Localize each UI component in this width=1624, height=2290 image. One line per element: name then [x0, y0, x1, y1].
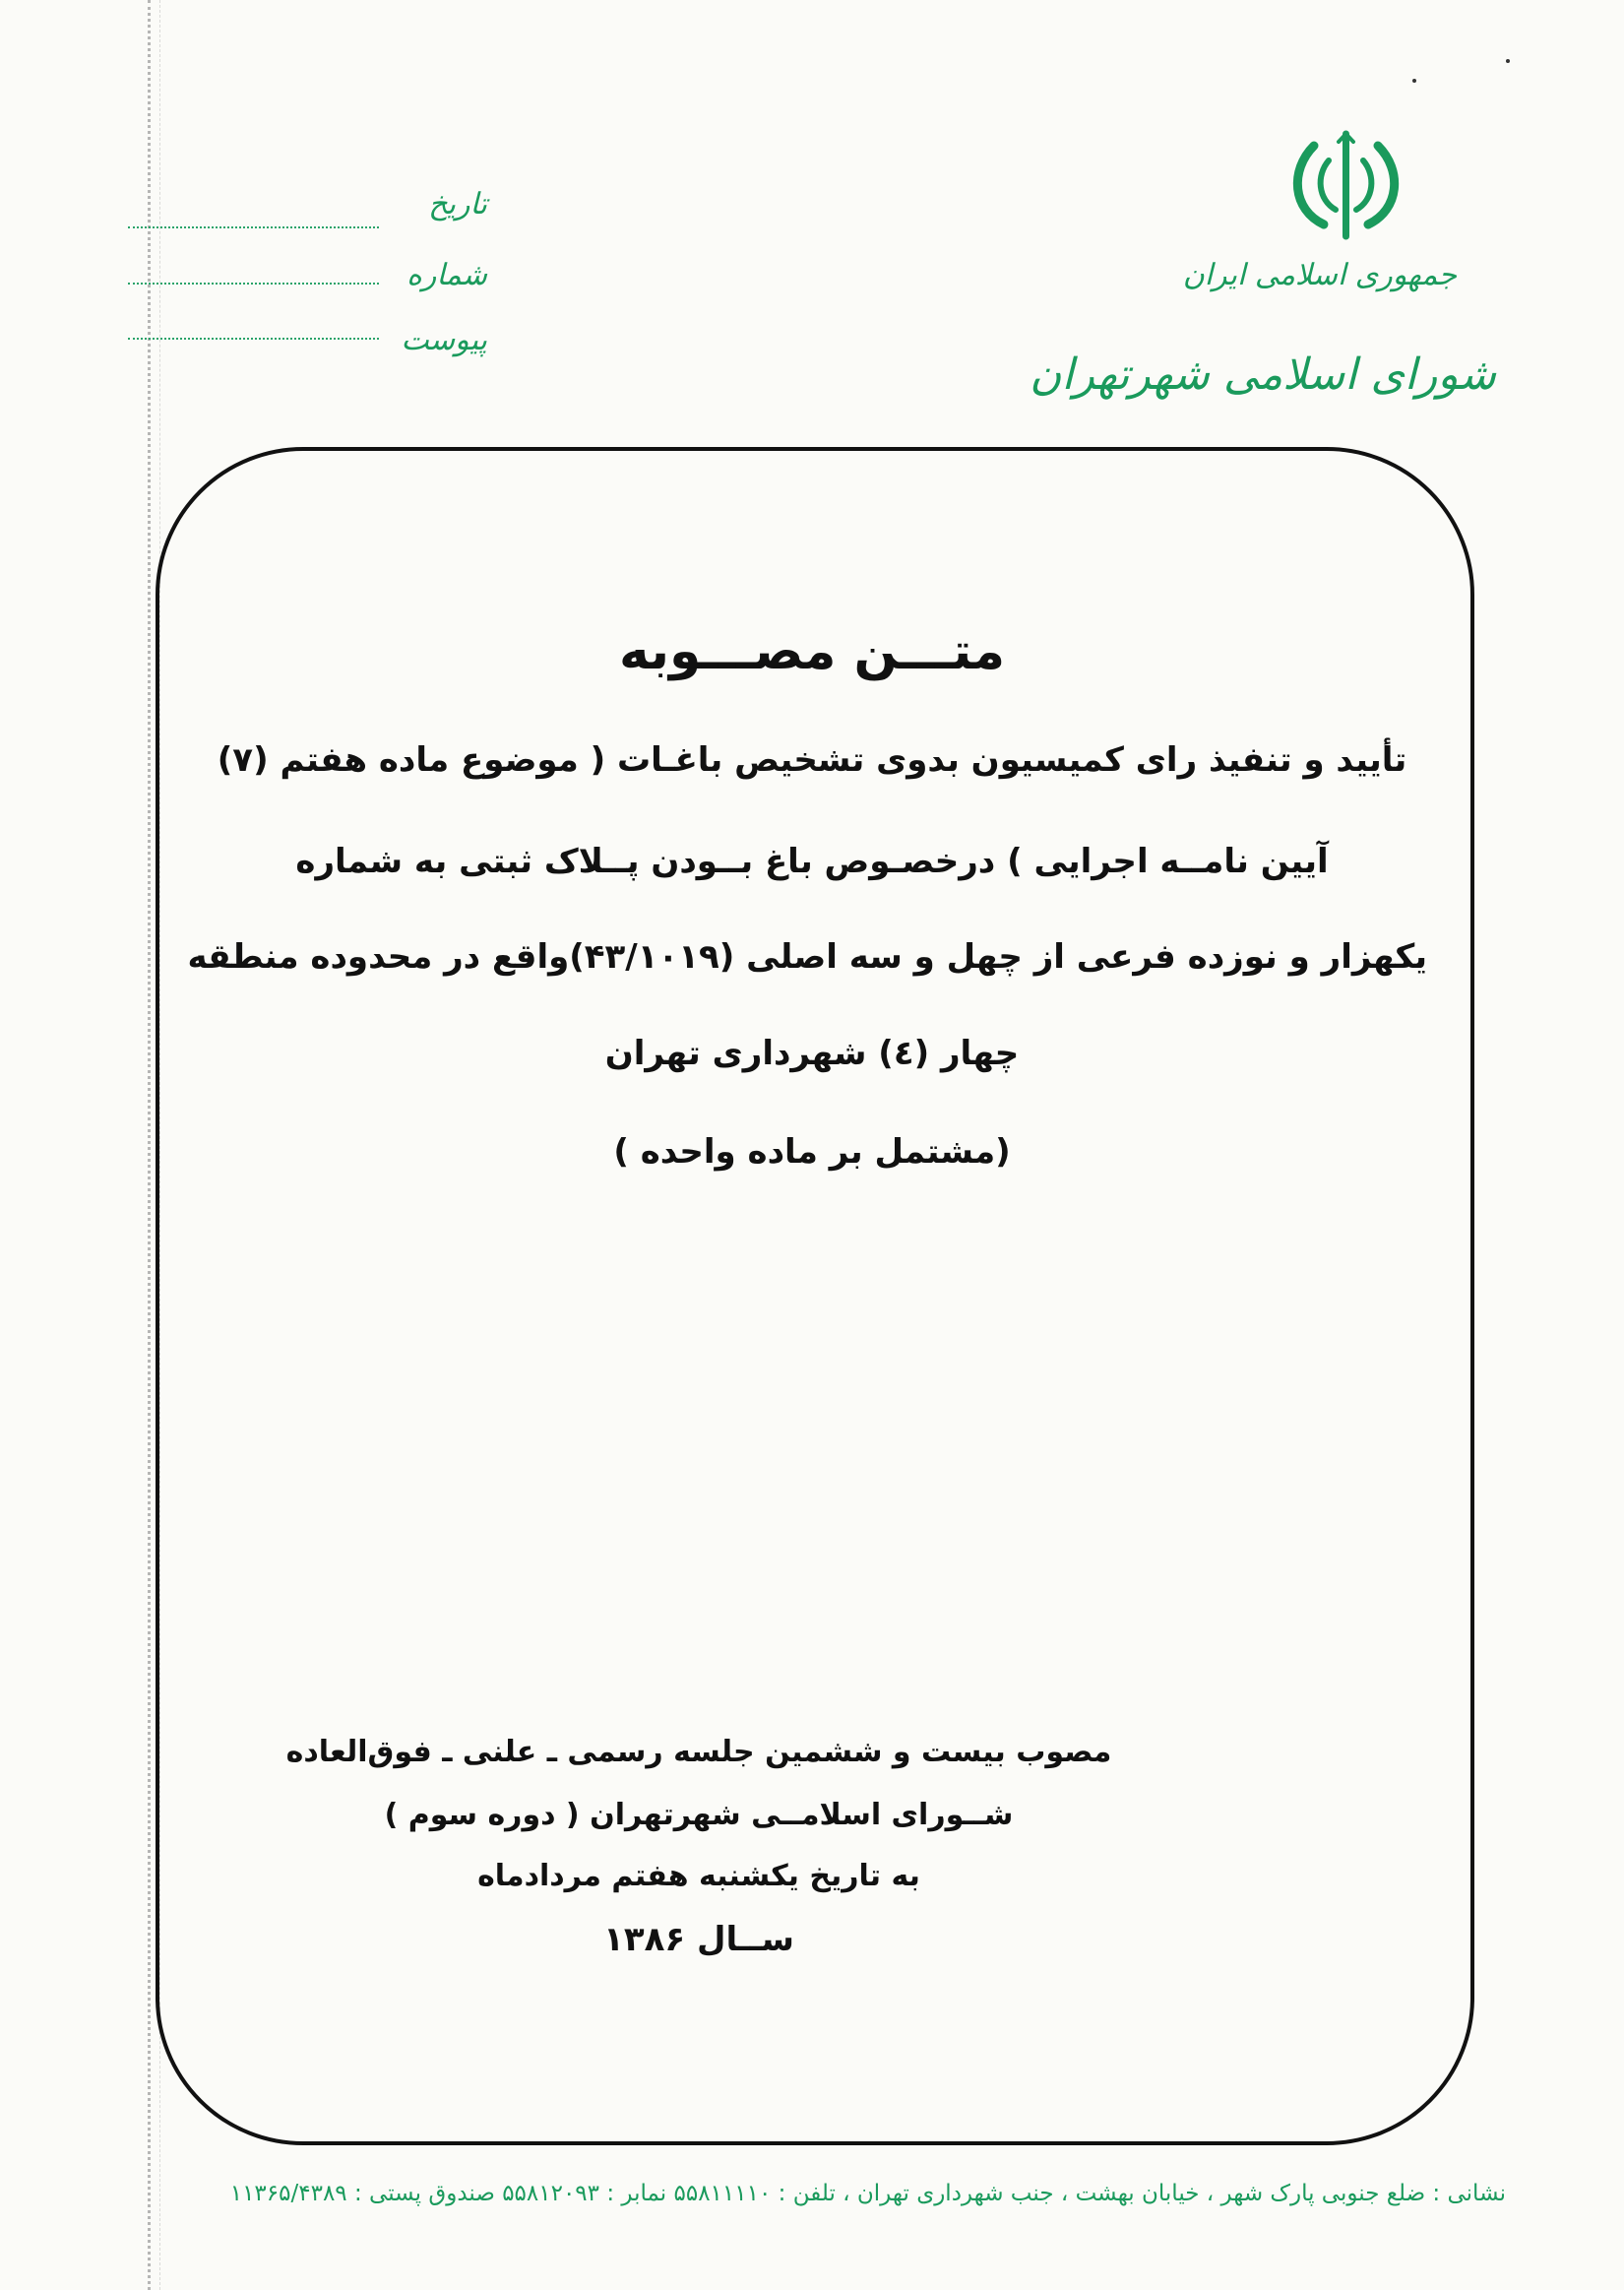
- number-label: شماره: [406, 258, 487, 292]
- body-line-3: یکهزار و نوزده فرعی از چهل و سه اصلی (۴۳/۱۰۱۹)واقع در محدوده منطقه: [187, 937, 1427, 977]
- attachment-line: [128, 338, 379, 340]
- scan-speck: [1506, 59, 1510, 63]
- footer-address: نشانی : ضلع جنوبی پارک شهر ، خیابان بهشت ، جنب شهرداری تهران ، تلفن : ۵۵۸۱۱۱۱۰ نمابر : ۵۵۸۱۲۰۹۳ صندوق پستی : ۱۱۳۶۵/۴۳۸۹: [229, 2181, 1506, 2206]
- approval-year: ســال ۱۳۸۶: [603, 1920, 794, 1959]
- date-line: [128, 226, 379, 228]
- body-line-5: (مشتمل بر ماده واحده ): [613, 1132, 1011, 1172]
- council-name: شورای اسلامی شهرتهران: [1030, 350, 1496, 400]
- approval-date: به تاریخ یکشنبه هفتم مردادماه: [477, 1859, 920, 1893]
- document-title: متـــن مصـــوبه: [618, 622, 1006, 681]
- scan-speck: [1412, 79, 1416, 83]
- number-line: [128, 283, 379, 285]
- body-line-4: چهار (٤) شهرداری تهران: [604, 1034, 1020, 1073]
- body-line-1: تأیید و تنفیذ رای کمیسیون بدوی تشخیص باغـات ( موضوع ماده هفتم (۷): [217, 740, 1407, 780]
- country-name: جمهوری اسلامی ایران: [1182, 258, 1457, 292]
- scan-edge-artifact: [148, 0, 151, 2290]
- approval-council: شــورای اسلامــی شهرتهران ( دوره سوم ): [384, 1798, 1014, 1832]
- approval-session: مصوب بیست و ششمین جلسه رسمی ـ علنی ـ فوق‌العاده: [285, 1735, 1112, 1769]
- iran-emblem-icon: [1284, 126, 1407, 249]
- body-line-2: آیین نامــه اجرایی ) درخصـوص باغ بــودن پــلاک ثبتی به شماره: [295, 842, 1329, 881]
- attachment-label: پیوست: [401, 323, 487, 357]
- date-label: تاریخ: [428, 187, 487, 222]
